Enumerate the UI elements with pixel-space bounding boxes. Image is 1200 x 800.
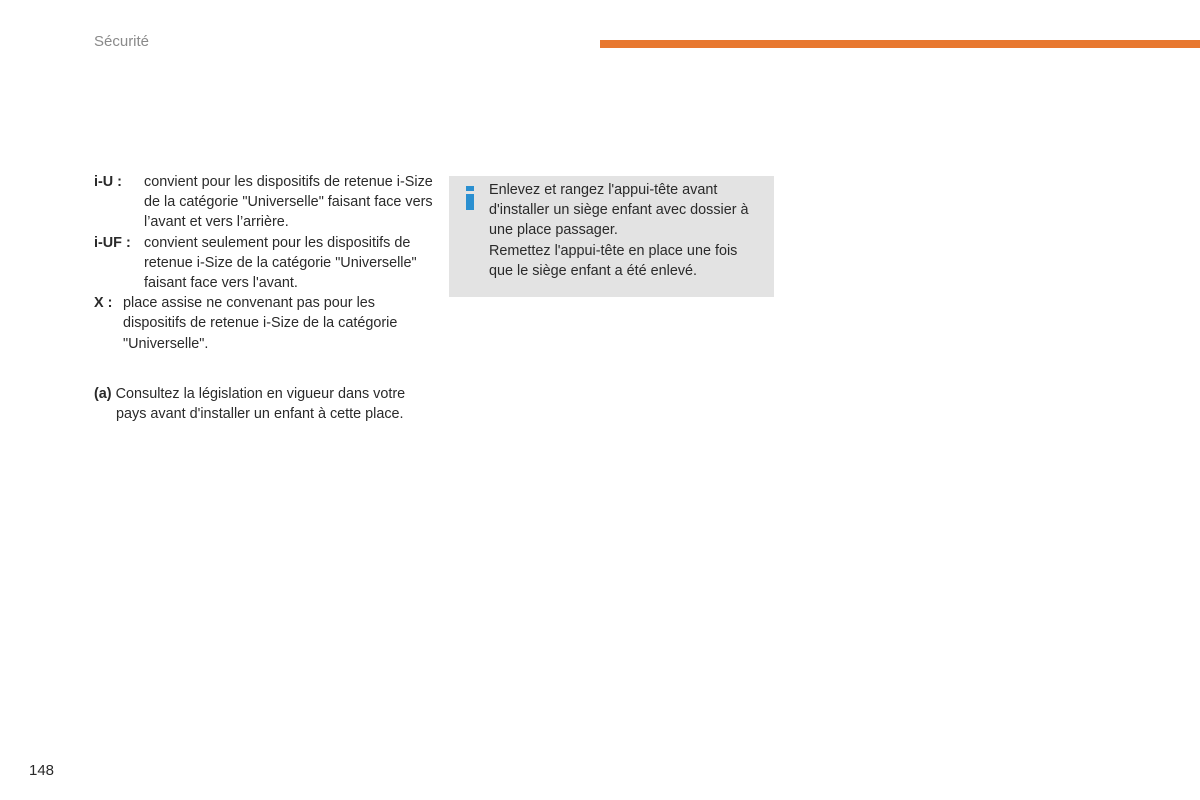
definition-term: i-U : <box>94 174 122 190</box>
definition-i-u <box>94 172 434 233</box>
seat-category-definitions <box>94 172 434 354</box>
definition-text: convient seulement pour les dispositifs de retenue i-Size de la catégorie "Universelle" faisant face vers l'avant. <box>144 234 417 292</box>
definition-text: convient pour les dispositifs de retenue i-Size de la catégorie "Universelle" faisant face vers l’avant et vers l’arrière. <box>144 174 433 231</box>
footnote <box>94 384 434 424</box>
definition-term: X : <box>94 295 113 312</box>
definition-x <box>94 293 434 354</box>
definition-term: i-UF : <box>94 234 131 251</box>
section-accent-bar <box>600 40 1200 48</box>
info-box <box>449 176 774 297</box>
info-icon <box>463 186 477 210</box>
info-text-line-2: Remettez l'appui-tête en place une fois que le siège enfant a été enlevé. <box>489 242 738 279</box>
footnote-label: (a) <box>94 386 112 402</box>
info-text-line-1: Enlevez et rangez l'appui-tête avant d'installer un siège enfant avec dossier à une place passager. <box>489 182 749 239</box>
footnote-text: Consultez la législation en vigueur dans votre pays avant d'installer un enfant à cette place. <box>115 386 406 423</box>
info-text <box>489 180 765 281</box>
definition-text: place assise ne convenant pas pour les dispositifs de retenue i-Size de la catégorie "Universelle". <box>123 295 398 352</box>
page-number: 148 <box>29 762 55 779</box>
definition-i-uf <box>94 233 434 294</box>
section-title: Sécurité <box>94 33 150 50</box>
